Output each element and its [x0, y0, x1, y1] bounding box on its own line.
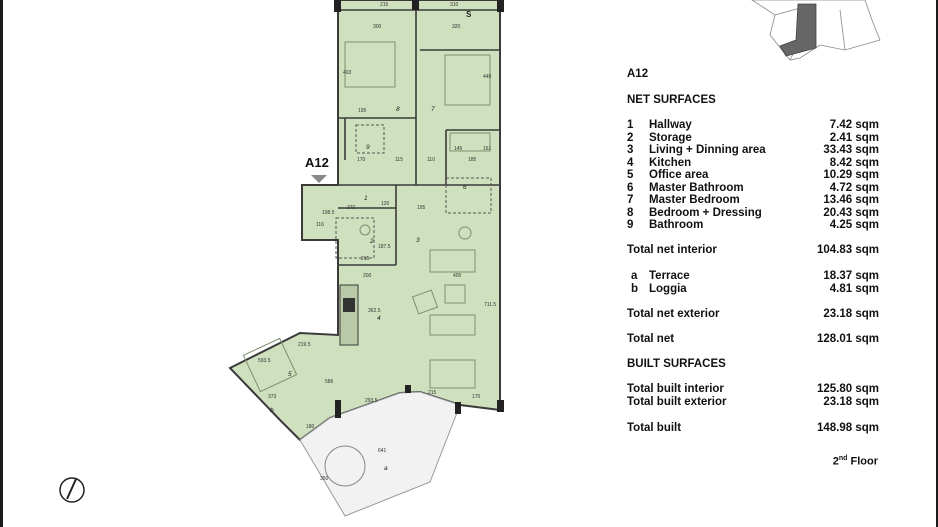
dim-label: 120 [381, 201, 390, 207]
dim-label: 440 [483, 74, 492, 80]
total-label: Total built interior [627, 383, 724, 395]
dim-label: 198.5 [322, 210, 335, 216]
room-num: 5 [627, 169, 634, 181]
kitchen-counter [340, 285, 358, 345]
dim-label: 373 [268, 394, 277, 400]
unit-marker-text: A12 [305, 155, 329, 170]
dim-label: 115 [395, 157, 403, 163]
room-row [627, 157, 879, 170]
room-name: Kitchen [649, 156, 692, 169]
apartment-footprint [230, 0, 500, 440]
exterior-letter: a [631, 270, 638, 282]
room-row [627, 207, 879, 220]
room-area: 10.29 sqm [823, 169, 879, 181]
room-area: 13.46 sqm [823, 194, 879, 206]
total-net-row [627, 333, 879, 346]
exterior-area: 18.37 sqm [823, 270, 879, 282]
dim-label: 185 [468, 157, 477, 163]
dim-label: 215 [380, 2, 389, 8]
room-area: 7.42 sqm [829, 119, 879, 131]
room-label-3: 3 [416, 237, 420, 244]
dim-label: 350 [320, 476, 329, 482]
room-label-b: b [270, 407, 274, 414]
dim-label: 293.5 [365, 398, 378, 404]
room-name: Bedroom + Dressing [649, 206, 762, 219]
room-area: 8.42 sqm [829, 156, 879, 169]
total-value: 128.01 sqm [816, 332, 879, 345]
exterior-row [627, 283, 879, 296]
total-label: Total built [627, 421, 682, 434]
room-label-1: 1 [364, 195, 368, 202]
room-name: Storage [649, 131, 692, 144]
exterior-letter: b [631, 282, 639, 295]
dim-label: 110 [427, 157, 435, 163]
dim-label: 187.5 [378, 244, 391, 250]
room-num: 3 [627, 144, 634, 156]
room-row [627, 132, 879, 145]
room-label-4: 4 [377, 315, 381, 322]
north-arrow-icon [60, 478, 84, 502]
room-row [627, 219, 879, 232]
total-built-row [627, 422, 879, 435]
total-value: 23.18 sqm [823, 395, 879, 408]
floor-number: 2 [832, 455, 839, 468]
dim-label: 180 [306, 424, 315, 430]
total-label: Total net interior [627, 244, 717, 256]
room-label-8: 8 [396, 106, 400, 113]
total-label: Total net [627, 332, 675, 345]
dim-label: 215 [361, 256, 370, 262]
unit-title: A12 [627, 68, 649, 80]
dim-label: 215 [428, 390, 437, 396]
dim-label: 405 [453, 273, 462, 279]
total-built-exterior-row [627, 396, 879, 409]
total-value: 125.80 sqm [816, 383, 879, 395]
room-num: 7 [627, 194, 634, 206]
floor-suffix: nd [838, 455, 848, 462]
room-label-s: S [466, 10, 472, 19]
room-name: Office area [649, 169, 709, 181]
built-surfaces-heading: BUILT SURFACES [627, 358, 726, 370]
dim-label: 145 [454, 146, 463, 152]
total-net-exterior-row [627, 308, 879, 321]
dim-label: 200 [363, 273, 372, 279]
dim-label: 593.5 [258, 358, 271, 364]
room-label-2: 2 [370, 238, 374, 245]
total-value: 148.98 sqm [816, 421, 879, 434]
room-area: 4.72 sqm [829, 181, 879, 194]
room-label-a: a [384, 465, 388, 472]
dim-label: 362.5 [368, 308, 381, 314]
exterior-name: Loggia [649, 282, 687, 295]
total-value: 104.83 sqm [816, 244, 879, 256]
room-num: 6 [627, 181, 634, 194]
dim-label: 170 [357, 157, 366, 163]
room-name: Hallway [649, 119, 692, 131]
total-label: Total net exterior [627, 307, 720, 320]
room-label-9: 9 [366, 144, 370, 151]
exterior-name: Terrace [649, 270, 690, 282]
room-area: 20.43 sqm [823, 206, 879, 219]
room-row [627, 194, 879, 207]
room-row [627, 144, 879, 157]
room-num: 1 [627, 119, 634, 131]
dim-label: 116 [316, 222, 324, 228]
room-name: Living + Dinning area [649, 144, 766, 156]
dim-label: 370 [347, 205, 356, 211]
cooktop [343, 298, 355, 312]
floor-label [833, 455, 878, 468]
room-area: 2.41 sqm [829, 131, 879, 144]
room-area: 4.25 sqm [829, 219, 879, 231]
room-label-5: 5 [288, 371, 292, 378]
floor-word: Floor [850, 455, 878, 468]
exterior-row [627, 270, 879, 283]
dim-label: 300 [373, 24, 382, 30]
room-row [627, 182, 879, 195]
exterior-area: 4.81 sqm [829, 282, 879, 295]
dim-label: 195 [417, 205, 426, 211]
total-built-interior-row [627, 383, 879, 396]
dim-label: 219.5 [298, 342, 311, 348]
total-label: Total built exterior [627, 395, 727, 408]
room-num: 8 [627, 206, 634, 219]
net-surfaces-heading: NET SURFACES [627, 94, 716, 106]
dim-label: 195 [358, 108, 367, 114]
room-label-6: 6 [463, 184, 467, 191]
room-num: 2 [627, 131, 634, 144]
room-num: 4 [627, 156, 634, 169]
room-row [627, 169, 879, 182]
dim-label: 586 [325, 379, 334, 385]
room-name: Master Bathroom [649, 181, 744, 194]
room-name: Master Bedroom [649, 194, 740, 206]
dim-label: 170 [472, 394, 481, 400]
room-label-7: 7 [431, 106, 435, 113]
dim-label: 403 [343, 70, 352, 76]
room-row [627, 119, 879, 132]
total-net-interior-row [627, 244, 879, 257]
dim-label: 641 [378, 448, 387, 454]
total-value: 23.18 sqm [823, 307, 879, 320]
dim-label: 320 [452, 24, 461, 30]
room-name: Bathroom [649, 219, 704, 231]
dim-label: 310 [450, 2, 459, 8]
room-num: 9 [627, 219, 634, 231]
dim-label: 161 [483, 146, 492, 152]
room-area: 33.43 sqm [823, 144, 879, 156]
surface-table [622, 0, 884, 527]
dim-label: 711.5 [484, 302, 497, 308]
entry-arrow-icon [311, 175, 327, 183]
